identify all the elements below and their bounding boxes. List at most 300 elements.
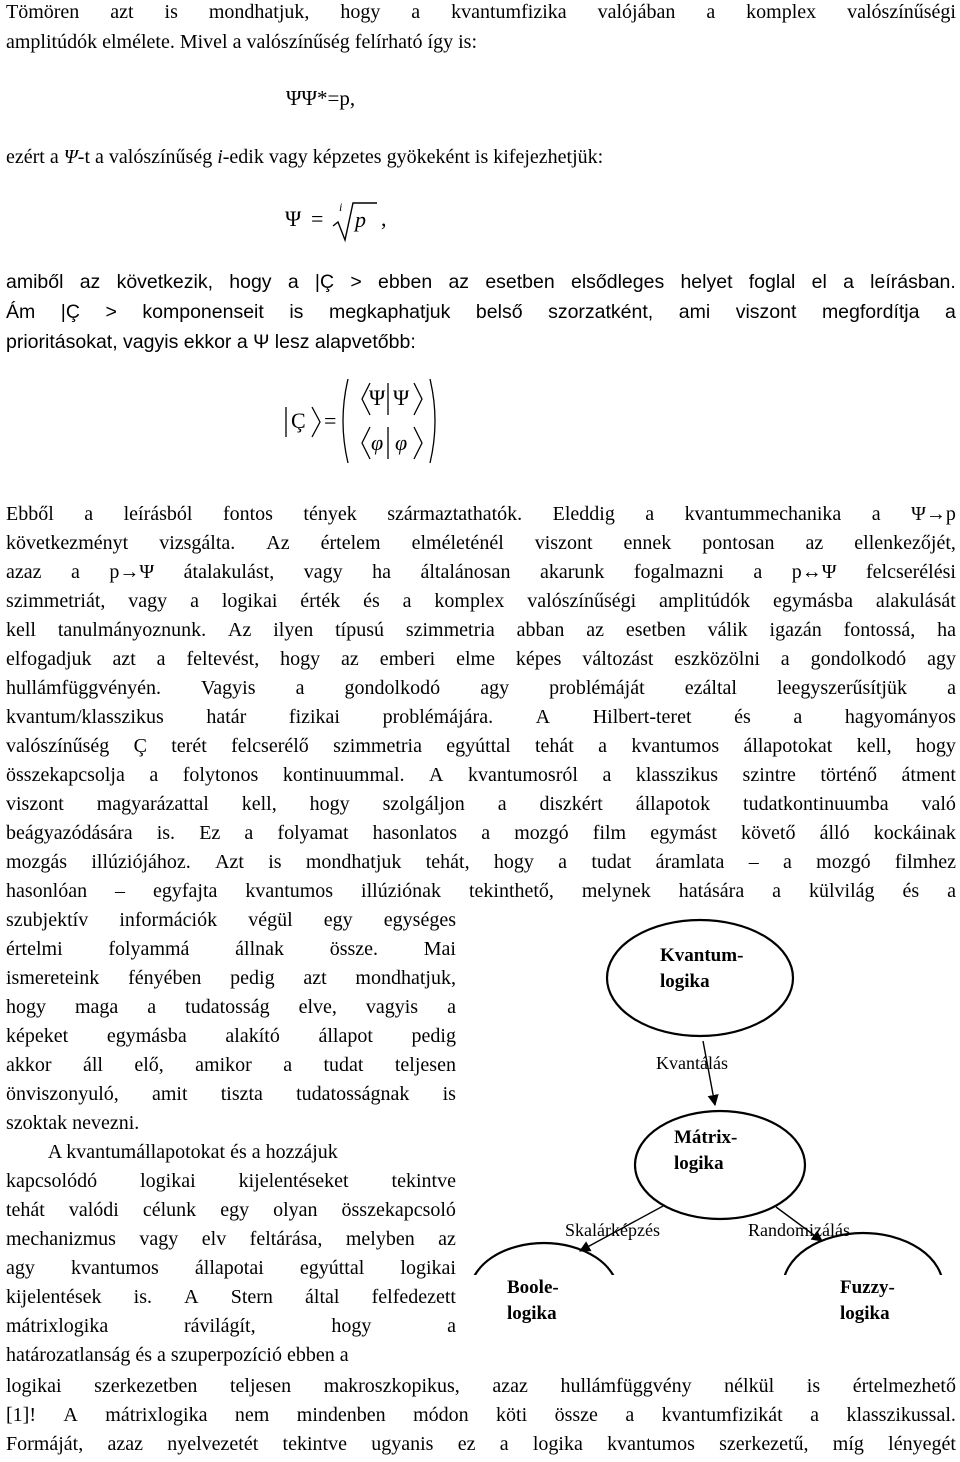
kvantum-logika-label bbox=[660, 943, 743, 995]
word: átment bbox=[901, 764, 956, 786]
word: p→Ψ bbox=[109, 561, 155, 583]
word: helyet bbox=[680, 271, 733, 293]
word: határ bbox=[206, 706, 247, 728]
randomizalas-label: Randomizálás bbox=[748, 1220, 850, 1240]
word: hullámfüggvényén. bbox=[6, 677, 161, 699]
word: mozgó bbox=[816, 851, 871, 873]
word: a bbox=[947, 677, 956, 699]
word: amiből bbox=[6, 271, 64, 293]
matrix-psi-right: Ψ bbox=[393, 385, 410, 410]
word: következményt bbox=[6, 532, 129, 554]
word: a bbox=[871, 503, 881, 525]
text-line bbox=[6, 1433, 956, 1462]
word: a bbox=[625, 1404, 635, 1426]
word: hogy bbox=[6, 996, 46, 1018]
word: értelem bbox=[320, 532, 381, 554]
word: beágyazódására bbox=[6, 822, 133, 844]
text-line bbox=[6, 1286, 456, 1315]
word: szerkezetben bbox=[94, 1375, 198, 1397]
word: kockáinak bbox=[873, 822, 956, 844]
word: a bbox=[945, 301, 956, 323]
word: tiszta bbox=[220, 1083, 263, 1105]
word: a bbox=[558, 851, 568, 873]
word: változást bbox=[582, 648, 654, 670]
word: tudat bbox=[591, 851, 632, 873]
word: mátrixlogika bbox=[6, 1315, 109, 1337]
word: kvantumos bbox=[71, 1257, 159, 1279]
word: is bbox=[164, 1, 178, 23]
word: mozgás bbox=[6, 851, 68, 873]
text-line bbox=[6, 1375, 956, 1404]
word: foglal bbox=[748, 271, 796, 293]
word: viszont bbox=[534, 532, 593, 554]
skalarkepzes-label: Skalárképzés bbox=[565, 1220, 660, 1240]
word: míg bbox=[832, 1433, 864, 1455]
word: olyan bbox=[273, 1199, 318, 1221]
word: viszont bbox=[6, 793, 64, 815]
word: a bbox=[602, 764, 612, 786]
word: Ebből bbox=[6, 503, 54, 525]
text-line bbox=[6, 938, 456, 967]
word: áll bbox=[82, 1054, 103, 1076]
word: azt bbox=[110, 1, 134, 23]
word: hogy bbox=[340, 1, 381, 23]
word: el bbox=[811, 271, 827, 293]
word: fontos bbox=[222, 503, 273, 525]
word: és bbox=[363, 590, 380, 612]
word: leegyszerűsítjük bbox=[777, 677, 907, 699]
word: a bbox=[810, 1404, 820, 1426]
word: is bbox=[289, 301, 304, 323]
word: hogy bbox=[229, 271, 272, 293]
word: az bbox=[448, 271, 470, 293]
word: szintre bbox=[742, 764, 796, 786]
text-line bbox=[6, 145, 603, 169]
word: is bbox=[442, 1083, 456, 1105]
word: is. bbox=[156, 822, 176, 844]
word: teljesen bbox=[230, 1375, 292, 1397]
text-line bbox=[6, 706, 956, 735]
word: szubjektív bbox=[6, 909, 89, 931]
word: az bbox=[79, 271, 101, 293]
math-lhs: Ψ bbox=[285, 206, 302, 231]
word: és bbox=[734, 706, 751, 728]
word: amit bbox=[151, 1083, 188, 1105]
word: hasonlatos bbox=[372, 822, 458, 844]
word: |Ç bbox=[314, 271, 335, 293]
word: mátrixlogika bbox=[105, 1404, 208, 1426]
word: azaz bbox=[492, 1375, 528, 1397]
word: kvantumosról bbox=[467, 764, 578, 786]
word: kvantum/klasszikus bbox=[6, 706, 164, 728]
node-line: Boole- bbox=[507, 1277, 559, 1298]
word: mondhatjuk, bbox=[355, 967, 456, 989]
word: mozgó bbox=[514, 822, 569, 844]
word: egymást bbox=[650, 822, 717, 844]
word: vagy bbox=[139, 1228, 179, 1250]
math-c-cedilla: Ç bbox=[291, 408, 306, 433]
word: logikai bbox=[6, 1375, 62, 1397]
word: logikai bbox=[140, 1170, 196, 1192]
word: a bbox=[287, 271, 299, 293]
text-line bbox=[6, 967, 456, 996]
word: kapcsolódó bbox=[6, 1170, 98, 1192]
word: amplitúdók bbox=[659, 590, 751, 612]
word: leírásban. bbox=[870, 271, 956, 293]
word: hogy bbox=[280, 648, 321, 670]
word: film bbox=[592, 822, 627, 844]
word: ha bbox=[372, 561, 391, 583]
text-line bbox=[6, 1199, 456, 1228]
word: A bbox=[184, 1286, 199, 1308]
word: lényegét bbox=[888, 1433, 956, 1455]
math-radicand: p bbox=[355, 207, 366, 232]
word: Ψ→p bbox=[911, 503, 956, 525]
text-segment: -t a valószínűség bbox=[77, 146, 218, 168]
word: a bbox=[843, 271, 854, 293]
narrow-paragraph bbox=[6, 909, 456, 1373]
word: valódi bbox=[68, 1199, 119, 1221]
word: szimmetria bbox=[405, 619, 495, 641]
word: > bbox=[350, 271, 362, 293]
word: Tömören bbox=[6, 1, 80, 23]
word: tehát, bbox=[425, 851, 470, 873]
word: Ez bbox=[199, 822, 221, 844]
word: kontinuummal. bbox=[282, 764, 405, 786]
text-line: prioritásokat, vagyis ekkor a Ψ lesz alapvetőbb: bbox=[6, 331, 416, 353]
word: agy bbox=[6, 1257, 35, 1279]
word: elsődleges bbox=[570, 271, 665, 293]
word: mindenben bbox=[296, 1404, 386, 1426]
word: hatására bbox=[678, 880, 745, 902]
word: információk bbox=[119, 909, 218, 931]
word: klasszikussal. bbox=[846, 1404, 956, 1426]
word: – bbox=[115, 880, 126, 902]
text-segment: -edik vagy képzetes gyökeként is kifejezhetjük: bbox=[222, 146, 604, 168]
word: azt bbox=[112, 648, 136, 670]
word: ismereteink bbox=[6, 967, 100, 989]
word: felcserélő bbox=[231, 735, 309, 757]
text-line: amplitúdók elmélete. Mivel a valószínűség felírható így is: bbox=[6, 31, 477, 53]
word: a bbox=[156, 648, 166, 670]
math-equals: = bbox=[311, 206, 324, 231]
word: ennek bbox=[623, 532, 672, 554]
root-index: i bbox=[339, 200, 343, 214]
word: megfordítja bbox=[821, 301, 920, 323]
word: módon bbox=[413, 1404, 469, 1426]
text-line bbox=[6, 532, 956, 561]
word: Ç bbox=[133, 735, 147, 757]
word: tanulmányoznunk. bbox=[57, 619, 207, 641]
word: akkor bbox=[6, 1054, 52, 1076]
text-line bbox=[6, 793, 956, 822]
word: össze bbox=[554, 1404, 598, 1426]
word: komplex bbox=[434, 590, 505, 612]
word: a bbox=[149, 764, 159, 786]
word: gondolkodó bbox=[344, 677, 441, 699]
word: ha bbox=[937, 619, 956, 641]
word: logikai bbox=[221, 590, 278, 612]
word: melyben bbox=[345, 1228, 415, 1250]
word: Eleddig bbox=[552, 503, 615, 525]
word: |Ç bbox=[60, 301, 80, 323]
text-line bbox=[6, 735, 956, 764]
word: ugyanis bbox=[371, 1433, 434, 1455]
word: Mai bbox=[423, 938, 456, 960]
word: esetben bbox=[625, 619, 686, 641]
word: kvantumos bbox=[607, 1433, 695, 1455]
word: azt bbox=[303, 967, 327, 989]
word: állapotok bbox=[635, 793, 711, 815]
word: fontossá, bbox=[843, 619, 916, 641]
word: akarunk bbox=[539, 561, 605, 583]
word: feltárása, bbox=[249, 1228, 323, 1250]
word: diszkért bbox=[539, 793, 603, 815]
word: esetben bbox=[485, 271, 555, 293]
word: illúziónak bbox=[361, 880, 442, 902]
text-line bbox=[6, 1257, 456, 1286]
word: is bbox=[268, 851, 282, 873]
word: p↔Ψ bbox=[791, 561, 837, 583]
word: az bbox=[586, 619, 604, 641]
word: problémáját bbox=[549, 677, 645, 699]
word: ebben bbox=[377, 271, 433, 293]
word: tekintve bbox=[391, 1170, 456, 1192]
equation-root bbox=[285, 200, 405, 244]
word: vagyis bbox=[365, 996, 419, 1018]
word: pontosan bbox=[702, 532, 775, 554]
word: azaz bbox=[107, 1433, 143, 1455]
word: pedig bbox=[230, 967, 275, 989]
word: mondhatjuk bbox=[305, 851, 402, 873]
word: értelmi bbox=[6, 938, 63, 960]
text-line bbox=[6, 1170, 456, 1199]
word: A bbox=[428, 764, 444, 786]
word: való bbox=[921, 793, 956, 815]
boole-logika-label-line2: logika bbox=[507, 1303, 557, 1324]
word: a bbox=[447, 996, 456, 1018]
text-line bbox=[6, 1083, 456, 1112]
word: Stern bbox=[230, 1286, 273, 1308]
word: fényében bbox=[128, 967, 202, 989]
word: kell, bbox=[241, 793, 277, 815]
word: folytonos bbox=[182, 764, 259, 786]
node-line: logika bbox=[660, 971, 710, 992]
word: hogy bbox=[493, 851, 534, 873]
word: átalakulást, bbox=[183, 561, 275, 583]
word: kijelentéseket bbox=[238, 1170, 349, 1192]
boole-logika-node bbox=[470, 1243, 618, 1275]
word: az bbox=[805, 532, 824, 554]
text-line bbox=[6, 1404, 956, 1433]
word: agy bbox=[480, 677, 510, 699]
matrix-logika-label bbox=[674, 1125, 737, 1177]
word: általánosan bbox=[420, 561, 511, 583]
word: Vagyis bbox=[201, 677, 256, 699]
word: a bbox=[244, 822, 254, 844]
word: és bbox=[902, 880, 920, 902]
word: alakulását bbox=[875, 590, 956, 612]
word: a bbox=[447, 1315, 456, 1337]
word: az bbox=[341, 648, 359, 670]
word: eszközölni bbox=[674, 648, 760, 670]
word: hogy bbox=[309, 793, 350, 815]
word: egyúttal bbox=[446, 735, 511, 757]
word: makroszkopikus, bbox=[323, 1375, 460, 1397]
word: folyammá bbox=[108, 938, 190, 960]
word: végül bbox=[248, 909, 293, 931]
word: külvilág bbox=[808, 880, 875, 902]
text-line bbox=[6, 1025, 456, 1054]
word: hogy bbox=[915, 735, 956, 757]
word: a bbox=[411, 1, 421, 23]
word: értelmezhető bbox=[852, 1375, 956, 1397]
word: pedig bbox=[411, 1025, 456, 1047]
text-line bbox=[6, 1141, 456, 1170]
word: megkaphatjuk bbox=[328, 301, 451, 323]
word: állapotai bbox=[194, 1257, 264, 1279]
word: komponenseit bbox=[142, 301, 264, 323]
word: típusú bbox=[335, 619, 384, 641]
text-segment: ezért a bbox=[6, 146, 64, 168]
word: követő bbox=[741, 822, 796, 844]
word: logika bbox=[532, 1433, 583, 1455]
word: nyelvezetét bbox=[167, 1433, 259, 1455]
word: elve, bbox=[298, 996, 337, 1018]
word: a bbox=[147, 996, 157, 1018]
word: a bbox=[497, 793, 507, 815]
word: a bbox=[71, 561, 80, 583]
word: elméleténél bbox=[411, 532, 504, 554]
word: is. bbox=[133, 1286, 152, 1308]
word: fogalmazni bbox=[633, 561, 724, 583]
word: a bbox=[706, 1, 716, 23]
boole-logika-label bbox=[507, 1275, 627, 1301]
word: rávilágít, bbox=[183, 1315, 256, 1337]
word: A bbox=[63, 1404, 78, 1426]
word: Formáját, bbox=[6, 1433, 84, 1455]
word: – bbox=[748, 851, 759, 873]
word: nélkül bbox=[724, 1375, 775, 1397]
word: egyúttal bbox=[299, 1257, 365, 1279]
math-equals: = bbox=[324, 408, 337, 433]
word: kell, bbox=[856, 735, 892, 757]
word: tekinthető, bbox=[468, 880, 554, 902]
word: a bbox=[783, 851, 792, 873]
word: Ám bbox=[6, 301, 36, 323]
word: hullámfüggvény bbox=[560, 1375, 692, 1397]
word: Hilbert-teret bbox=[592, 706, 692, 728]
word: a bbox=[499, 1433, 509, 1455]
fuzzy-logika-label-line2: logika bbox=[840, 1303, 890, 1324]
word: állapotokat bbox=[743, 735, 833, 757]
word: egyfajta bbox=[152, 880, 218, 902]
word: vagy bbox=[128, 590, 168, 612]
matrix-phi-left: φ bbox=[371, 430, 384, 455]
text-line bbox=[6, 590, 956, 619]
text-line bbox=[6, 1315, 456, 1344]
word: történő bbox=[820, 764, 878, 786]
word: kvantumfizikát bbox=[661, 1404, 783, 1426]
word: [1]! bbox=[6, 1404, 36, 1426]
word: elő, bbox=[134, 1054, 164, 1076]
word: ezáltal bbox=[684, 677, 737, 699]
word: mechanizmus bbox=[6, 1228, 116, 1250]
word: összekapcsoló bbox=[341, 1199, 456, 1221]
word: mondhatjuk, bbox=[208, 1, 310, 23]
word: filmhez bbox=[894, 851, 956, 873]
word: a bbox=[947, 880, 956, 902]
text-line bbox=[6, 503, 956, 532]
word: igazán bbox=[769, 619, 822, 641]
word: illúziójához. bbox=[91, 851, 191, 873]
word: hagyományos bbox=[844, 706, 956, 728]
bottom-paragraph bbox=[6, 1375, 956, 1462]
word: egy bbox=[220, 1199, 250, 1221]
word: következik, bbox=[116, 271, 214, 293]
word: a bbox=[84, 503, 94, 525]
math-psi: Ψ bbox=[63, 146, 78, 168]
word: magyarázattal bbox=[96, 793, 209, 815]
word: a bbox=[295, 677, 305, 699]
word: alakító bbox=[225, 1025, 280, 1047]
word: egy bbox=[323, 909, 353, 931]
text-line bbox=[6, 270, 956, 294]
node-line: Fuzzy- bbox=[840, 1277, 895, 1298]
word: valószínűségi bbox=[527, 590, 637, 612]
word: vizsgálta. bbox=[159, 532, 236, 554]
node-line: Kvantum- bbox=[660, 945, 744, 966]
word: leírásból bbox=[123, 503, 193, 525]
word: vagy bbox=[303, 561, 343, 583]
word: a bbox=[753, 561, 763, 583]
word: tudat bbox=[323, 1054, 364, 1076]
word: tények bbox=[303, 503, 357, 525]
word: válik bbox=[707, 619, 748, 641]
word: szimmetriát, bbox=[6, 590, 106, 612]
word: áramlata bbox=[655, 851, 725, 873]
word: valószínűségi bbox=[847, 1, 956, 23]
word: klasszikus bbox=[635, 764, 719, 786]
word: amikor bbox=[195, 1054, 252, 1076]
math-i: i bbox=[217, 146, 223, 168]
word: valójában bbox=[597, 1, 676, 23]
text-line bbox=[6, 0, 956, 24]
text-line bbox=[6, 909, 456, 938]
node-line: Mátrix- bbox=[674, 1127, 738, 1148]
word: tudatosság bbox=[185, 996, 270, 1018]
word: állapot bbox=[318, 1025, 373, 1047]
word: egymásba bbox=[106, 1025, 187, 1047]
word: állnak bbox=[235, 938, 285, 960]
word: elme bbox=[456, 648, 495, 670]
word: kell bbox=[6, 619, 36, 641]
word: felfedezett bbox=[371, 1286, 456, 1308]
word: tudatosságnak bbox=[296, 1083, 410, 1105]
word: ez bbox=[457, 1433, 476, 1455]
word: > bbox=[105, 301, 117, 323]
word: hogy bbox=[331, 1315, 372, 1337]
word: nem bbox=[234, 1404, 270, 1426]
word: teljesen bbox=[394, 1054, 456, 1076]
word: kijelentések bbox=[6, 1286, 102, 1308]
matrix-phi-right: φ bbox=[395, 430, 408, 455]
word: is bbox=[806, 1375, 821, 1397]
word: a bbox=[402, 590, 412, 612]
text-line bbox=[6, 619, 956, 648]
text-line: szoktak nevezni. bbox=[6, 1112, 140, 1134]
word: ilyen bbox=[273, 619, 314, 641]
